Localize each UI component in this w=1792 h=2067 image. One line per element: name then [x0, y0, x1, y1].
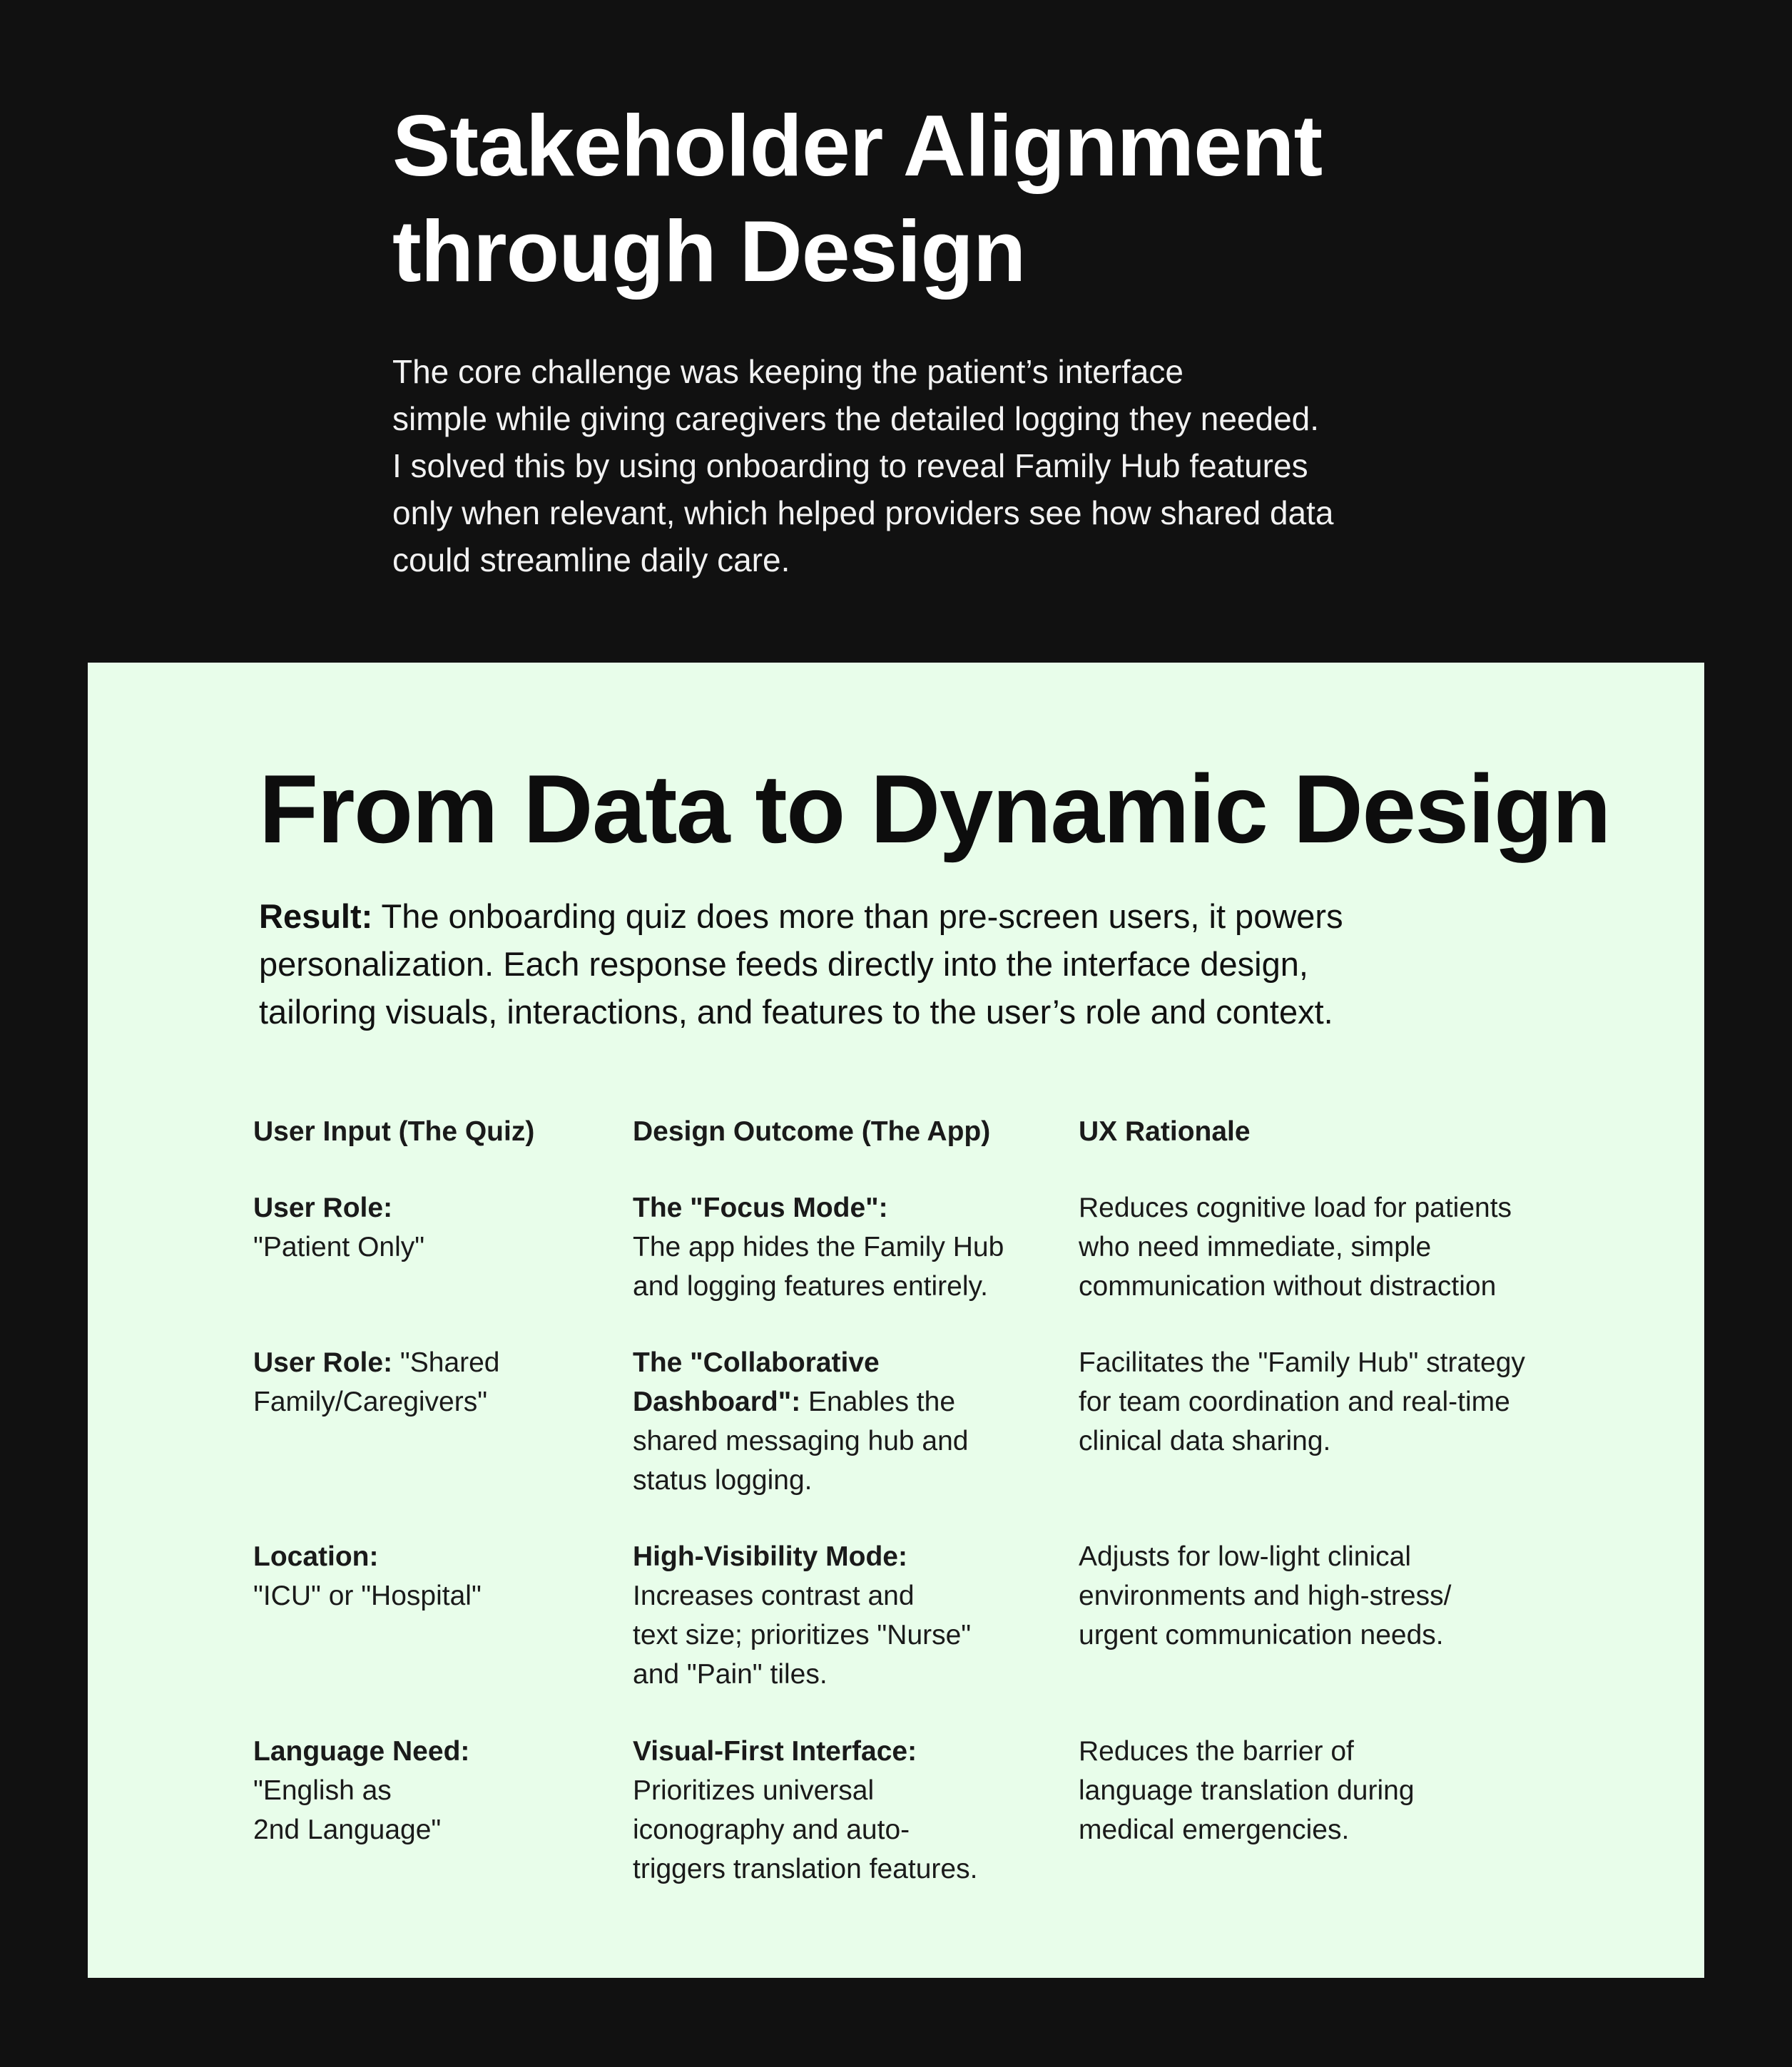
row-3-input	[253, 1537, 482, 1616]
row-2-rationale-text: for team coordination and real-time	[1079, 1387, 1510, 1417]
hero-body-line: The core challenge was keeping the patient’s interface	[392, 353, 1183, 390]
row-3-outcome-label: High-Visibility Mode:	[633, 1541, 907, 1572]
result-line	[259, 892, 1543, 940]
row-2-input-value: Family/Caregivers"	[253, 1387, 488, 1417]
result-line: personalization. Each response feeds directly into the interface design,	[259, 945, 1308, 983]
row-2-input-inline: "Shared	[392, 1347, 500, 1378]
row-1-input-label: User Role:	[253, 1193, 393, 1223]
row-3-rationale	[1079, 1537, 1451, 1655]
row-2-input-label: User Role:	[253, 1347, 393, 1378]
hero-title-line: through Design	[392, 203, 1026, 300]
row-1-input	[253, 1188, 424, 1267]
panel-title: From Data to Dynamic Design	[259, 755, 1611, 863]
hero-body-line: could streamline daily care.	[392, 541, 790, 578]
row-2-rationale-text: Facilitates the "Family Hub" strategy	[1079, 1347, 1525, 1378]
row-2-outcome-label: The "Collaborative	[633, 1347, 880, 1378]
hero-body-line: only when relevant, which helped providers see how shared data	[392, 494, 1334, 531]
row-4-outcome-text: triggers translation features.	[633, 1854, 978, 1884]
hero-section	[392, 93, 1462, 583]
row-1-outcome-label: The "Focus Mode":	[633, 1193, 888, 1223]
hero-title	[392, 93, 1462, 304]
row-3-input-value: "ICU" or "Hospital"	[253, 1581, 482, 1611]
column-header-outcome: Design Outcome (The App)	[633, 1116, 991, 1147]
hero-title-line: Stakeholder Alignment	[392, 97, 1323, 194]
hero-body	[392, 348, 1462, 583]
row-1-input-value: "Patient Only"	[253, 1232, 425, 1262]
row-1-rationale-text: who need immediate, simple	[1079, 1232, 1432, 1262]
row-4-rationale	[1079, 1732, 1415, 1849]
row-2-rationale-text: clinical data sharing.	[1079, 1426, 1331, 1456]
row-1-outcome-text: and logging features entirely.	[633, 1271, 988, 1302]
row-3-rationale-text: urgent communication needs.	[1079, 1620, 1444, 1650]
row-4-input	[253, 1732, 469, 1849]
result-paragraph	[259, 892, 1543, 1036]
row-3-outcome	[633, 1537, 971, 1694]
row-4-outcome-label: Visual-First Interface:	[633, 1736, 917, 1767]
column-header-input: User Input (The Quiz)	[253, 1116, 535, 1147]
row-2-outcome-text: shared messaging hub and	[633, 1426, 969, 1456]
row-4-input-value: "English as	[253, 1775, 392, 1806]
row-1-outcome-text: The app hides the Family Hub	[633, 1232, 1004, 1262]
result-text: The onboarding quiz does more than pre-screen users, it powers	[372, 897, 1343, 935]
hero-body-line: simple while giving caregivers the detailed logging they needed.	[392, 400, 1320, 437]
row-3-rationale-text: Adjusts for low-light clinical	[1079, 1541, 1412, 1572]
row-4-outcome-text: Prioritizes universal	[633, 1775, 875, 1806]
row-1-rationale	[1079, 1188, 1512, 1306]
row-1-outcome	[633, 1188, 1004, 1306]
row-3-rationale-text: environments and high-stress/	[1079, 1581, 1452, 1611]
row-2-outcome	[633, 1343, 969, 1500]
row-3-outcome-text: and "Pain" tiles.	[633, 1659, 828, 1690]
row-4-input-label: Language Need:	[253, 1736, 470, 1767]
result-label: Result:	[259, 897, 373, 935]
row-4-outcome-text: iconography and auto-	[633, 1815, 910, 1845]
row-3-outcome-text: text size; prioritizes "Nurse"	[633, 1620, 972, 1650]
hero-body-line: I solved this by using onboarding to reveal Family Hub features	[392, 447, 1308, 484]
row-2-outcome-text: status logging.	[633, 1465, 813, 1496]
result-line: tailoring visuals, interactions, and features to the user’s role and context.	[259, 993, 1333, 1031]
data-to-design-panel	[88, 663, 1704, 1978]
row-1-rationale-text: Reduces cognitive load for patients	[1079, 1193, 1512, 1223]
row-4-outcome	[633, 1732, 977, 1889]
row-3-input-label: Location:	[253, 1541, 379, 1572]
row-4-rationale-text: medical emergencies.	[1079, 1815, 1350, 1845]
row-4-rationale-text: Reduces the barrier of	[1079, 1736, 1354, 1767]
row-2-outcome-inline: Enables the	[800, 1387, 956, 1417]
row-1-rationale-text: communication without distraction	[1079, 1271, 1497, 1302]
row-2-rationale	[1079, 1343, 1525, 1461]
row-2-outcome-label: Dashboard":	[633, 1387, 801, 1417]
column-header-rationale: UX Rationale	[1079, 1116, 1251, 1147]
row-2-input	[253, 1343, 500, 1422]
row-3-outcome-text: Increases contrast and	[633, 1581, 915, 1611]
row-4-input-value: 2nd Language"	[253, 1815, 442, 1845]
row-4-rationale-text: language translation during	[1079, 1775, 1415, 1806]
